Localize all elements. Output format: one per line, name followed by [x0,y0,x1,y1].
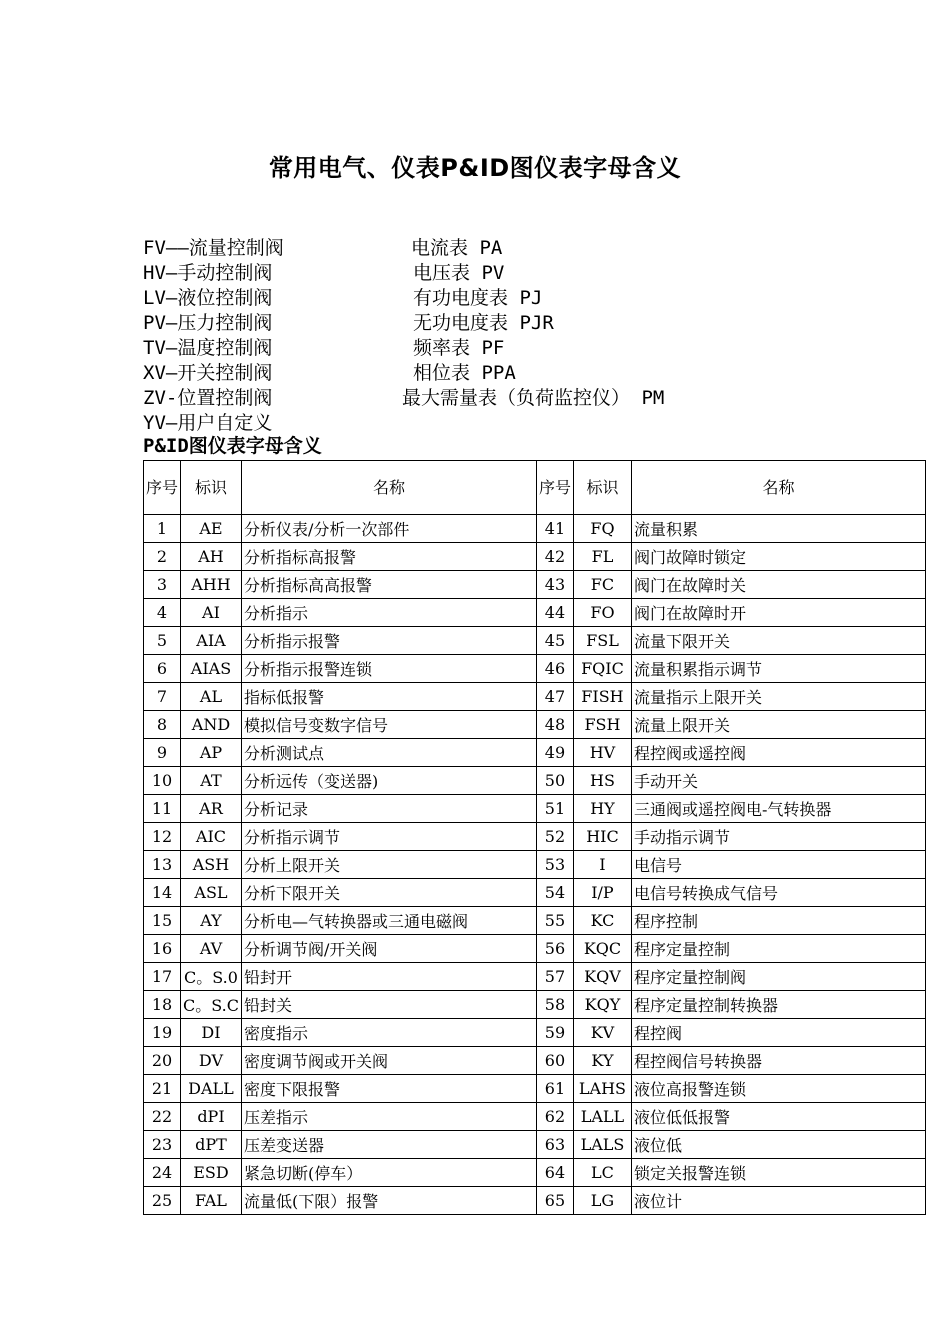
document-title: 常用电气、仪表P&ID图仪表字母含义 [268,154,682,182]
row-name: 紧急切断(停车） [241,1159,536,1187]
row-code: AH [181,543,242,571]
row-code: AE [181,515,242,543]
table-row [144,879,926,907]
row-code: FISH [573,683,631,711]
row-seq: 10 [144,767,181,795]
row-code: I [573,851,631,879]
row-name: 分析仪表/分析一次部件 [241,515,536,543]
row-code: FQ [573,515,631,543]
row-seq: 18 [144,991,181,1019]
row-code: AHH [181,571,242,599]
header-code: 标识 [181,461,242,515]
row-name: 分析指示调节 [241,823,536,851]
row-seq: 23 [144,1131,181,1159]
row-name: 手动指示调节 [631,823,925,851]
code-line-left: FV——流量控制阀 [143,237,284,259]
row-code: ASL [181,879,242,907]
table-row [144,823,926,851]
row-name: 液位高报警连锁 [631,1075,925,1103]
row-name: 分析记录 [241,795,536,823]
table-row [144,739,926,767]
row-seq: 54 [536,879,573,907]
row-seq: 1 [144,515,181,543]
code-line-left: HV—手动控制阀 [143,262,273,284]
row-name: 分析指标高报警 [241,543,536,571]
table-row [144,963,926,991]
header-name: 名称 [241,461,536,515]
row-code: KQV [573,963,631,991]
row-seq: 13 [144,851,181,879]
table-row [144,655,926,683]
table-row [144,767,926,795]
code-line-right: 相位表 PPA [413,362,516,384]
row-code: AIA [181,627,242,655]
code-line-left: TV—温度控制阀 [143,337,273,359]
row-name: 压差指示 [241,1103,536,1131]
code-line-left: PV—压力控制阀 [143,312,273,334]
table-header-row [144,461,926,515]
row-code: dPT [181,1131,242,1159]
row-seq: 42 [536,543,573,571]
row-code: LALL [573,1103,631,1131]
code-line-left: XV—开关控制阀 [143,362,273,384]
row-seq: 9 [144,739,181,767]
row-seq: 64 [536,1159,573,1187]
code-line-left: ZV-位置控制阀 [143,387,273,409]
row-name: 程控阀信号转换器 [631,1047,925,1075]
header-name: 名称 [631,461,925,515]
row-code: FSL [573,627,631,655]
row-name: 液位低低报警 [631,1103,925,1131]
row-seq: 24 [144,1159,181,1187]
row-name: 分析指示报警连锁 [241,655,536,683]
row-code: C。S.C [181,991,242,1019]
row-code: DI [181,1019,242,1047]
header-seq: 序号 [536,461,573,515]
row-seq: 22 [144,1103,181,1131]
row-name: 手动开关 [631,767,925,795]
row-name: 液位计 [631,1187,925,1215]
row-name: 程控阀 [631,1019,925,1047]
row-name: 流量低(下限）报警 [241,1187,536,1215]
table-row [144,571,926,599]
table-row [144,851,926,879]
row-seq: 60 [536,1047,573,1075]
row-seq: 52 [536,823,573,851]
row-name: 流量指示上限开关 [631,683,925,711]
row-code: KQC [573,935,631,963]
row-seq: 19 [144,1019,181,1047]
code-line-right: 频率表 PF [413,337,505,359]
table-row [144,711,926,739]
row-name: 分析远传（变送器) [241,767,536,795]
row-name: 阀门在故障时关 [631,571,925,599]
code-line-left: YV—用户自定义 [143,412,273,434]
table-row [144,627,926,655]
table-row [144,599,926,627]
row-code: AP [181,739,242,767]
row-seq: 25 [144,1187,181,1215]
row-seq: 2 [144,543,181,571]
row-code: ESD [181,1159,242,1187]
code-line-right: 有功电度表 PJ [413,287,543,309]
row-seq: 21 [144,1075,181,1103]
row-seq: 7 [144,683,181,711]
row-name: 分析指示报警 [241,627,536,655]
row-name: 密度指示 [241,1019,536,1047]
row-seq: 63 [536,1131,573,1159]
row-seq: 44 [536,599,573,627]
row-name: 电信号 [631,851,925,879]
row-seq: 51 [536,795,573,823]
row-code: KV [573,1019,631,1047]
row-code: HY [573,795,631,823]
header-seq: 序号 [144,461,181,515]
row-code: FO [573,599,631,627]
row-name: 程序定量控制转换器 [631,991,925,1019]
row-code: AND [181,711,242,739]
row-code: LAHS [573,1075,631,1103]
row-code: FSH [573,711,631,739]
row-code: FL [573,543,631,571]
row-seq: 5 [144,627,181,655]
row-name: 流量下限开关 [631,627,925,655]
row-code: AIAS [181,655,242,683]
table-row [144,1159,926,1187]
row-code: LG [573,1187,631,1215]
row-code: C。S.0 [181,963,242,991]
table-row [144,1075,926,1103]
row-code: AIC [181,823,242,851]
row-name: 指标低报警 [241,683,536,711]
row-name: 流量积累 [631,515,925,543]
row-seq: 3 [144,571,181,599]
row-code: AI [181,599,242,627]
row-seq: 56 [536,935,573,963]
row-code: DV [181,1047,242,1075]
row-name: 分析调节阀/开关阀 [241,935,536,963]
row-name: 分析电—气转换器或三通电磁阀 [241,907,536,935]
code-line-right: 无功电度表 PJR [413,312,554,334]
row-seq: 59 [536,1019,573,1047]
row-seq: 55 [536,907,573,935]
row-name: 模拟信号变数字信号 [241,711,536,739]
row-seq: 14 [144,879,181,907]
row-seq: 43 [536,571,573,599]
row-code: AL [181,683,242,711]
row-code: dPI [181,1103,242,1131]
row-seq: 15 [144,907,181,935]
row-code: FC [573,571,631,599]
table-row [144,1131,926,1159]
row-seq: 16 [144,935,181,963]
row-seq: 12 [144,823,181,851]
row-name: 铅封开 [241,963,536,991]
row-seq: 47 [536,683,573,711]
row-name: 程控阀或遥控阀 [631,739,925,767]
row-name: 阀门在故障时开 [631,599,925,627]
table-row [144,795,926,823]
row-name: 锁定关报警连锁 [631,1159,925,1187]
table-row [144,1187,926,1215]
table-row [144,543,926,571]
row-seq: 17 [144,963,181,991]
table-row [144,1019,926,1047]
row-name: 分析指示 [241,599,536,627]
row-seq: 49 [536,739,573,767]
row-seq: 53 [536,851,573,879]
row-name: 三通阀或遥控阀电-气转换器 [631,795,925,823]
row-seq: 57 [536,963,573,991]
row-name: 密度调节阀或开关阀 [241,1047,536,1075]
row-code: HS [573,767,631,795]
row-code: HIC [573,823,631,851]
code-line-left: LV—液位控制阀 [143,287,273,309]
row-name: 分析下限开关 [241,879,536,907]
row-code: KQY [573,991,631,1019]
row-name: 分析上限开关 [241,851,536,879]
row-code: FQIC [573,655,631,683]
row-seq: 11 [144,795,181,823]
row-code: AR [181,795,242,823]
row-code: KC [573,907,631,935]
row-name: 密度下限报警 [241,1075,536,1103]
row-seq: 58 [536,991,573,1019]
table-row [144,935,926,963]
row-code: HV [573,739,631,767]
row-name: 铅封关 [241,991,536,1019]
row-seq: 48 [536,711,573,739]
row-name: 流量积累指示调节 [631,655,925,683]
pid-letter-table [143,460,926,1215]
row-name: 流量上限开关 [631,711,925,739]
row-seq: 50 [536,767,573,795]
row-seq: 45 [536,627,573,655]
row-code: FAL [181,1187,242,1215]
row-code: DALL [181,1075,242,1103]
row-seq: 61 [536,1075,573,1103]
row-name: 压差变送器 [241,1131,536,1159]
row-name: 阀门故障时锁定 [631,543,925,571]
table-row [144,1103,926,1131]
table-row [144,907,926,935]
row-seq: 65 [536,1187,573,1215]
table-row [144,683,926,711]
row-code: AY [181,907,242,935]
code-line-right: 最大需量表（负荷监控仪） PM [402,387,665,409]
row-name: 液位低 [631,1131,925,1159]
row-name: 分析指标高高报警 [241,571,536,599]
table-row [144,991,926,1019]
row-seq: 4 [144,599,181,627]
row-name: 电信号转换成气信号 [631,879,925,907]
row-seq: 6 [144,655,181,683]
row-seq: 46 [536,655,573,683]
row-code: ASH [181,851,242,879]
table-title: P&ID图仪表字母含义 [143,435,322,457]
row-seq: 62 [536,1103,573,1131]
row-code: AV [181,935,242,963]
row-seq: 8 [144,711,181,739]
row-code: AT [181,767,242,795]
row-code: I/P [573,879,631,907]
row-code: LC [573,1159,631,1187]
row-seq: 20 [144,1047,181,1075]
table-row [144,515,926,543]
header-code: 标识 [573,461,631,515]
row-name: 程序定量控制 [631,935,925,963]
row-code: LALS [573,1131,631,1159]
table-row [144,1047,926,1075]
row-code: KY [573,1047,631,1075]
code-line-right: 电流表 PA [411,237,503,259]
row-name: 分析测试点 [241,739,536,767]
code-line-right: 电压表 PV [413,262,505,284]
row-name: 程序控制 [631,907,925,935]
row-name: 程序定量控制阀 [631,963,925,991]
row-seq: 41 [536,515,573,543]
